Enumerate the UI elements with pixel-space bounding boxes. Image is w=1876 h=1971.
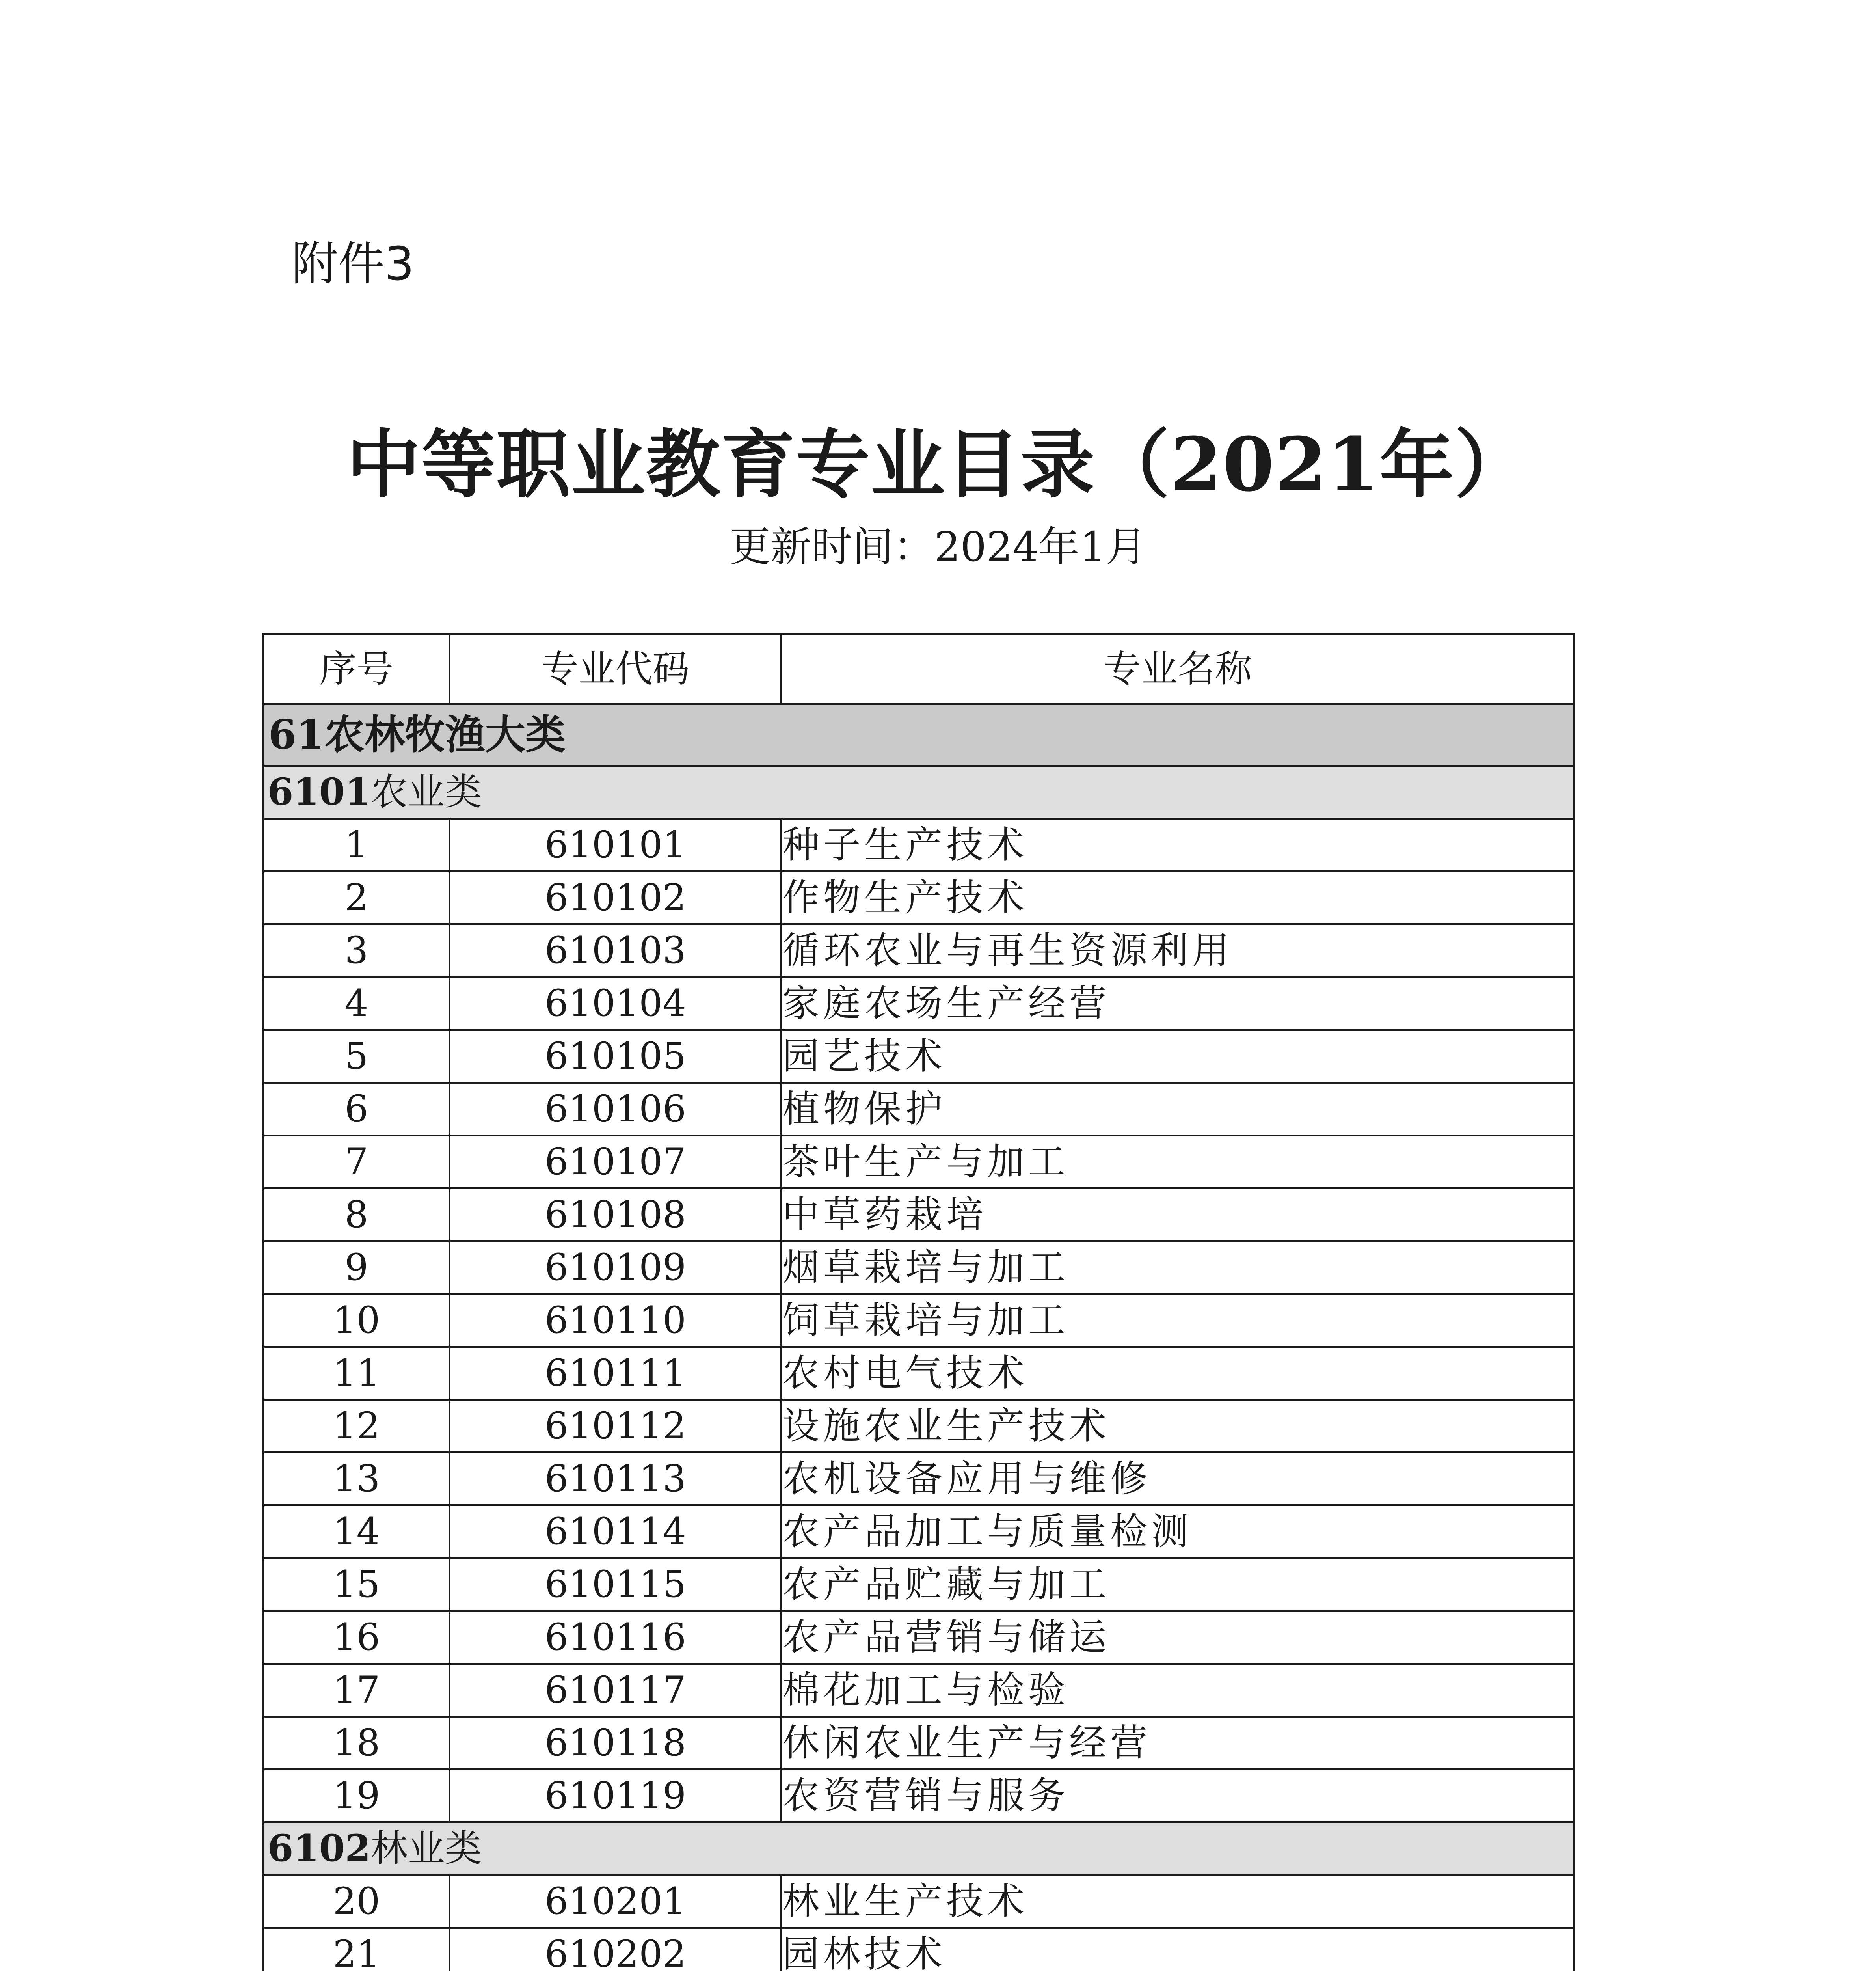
major-code-cell: 610101	[450, 819, 782, 872]
major-category-cell	[264, 704, 1574, 766]
major-code-cell: 610113	[450, 1453, 782, 1505]
major-code-cell: 610108	[450, 1189, 782, 1241]
major-name-cell: 园艺技术	[782, 1030, 1574, 1083]
table-row	[264, 1083, 1574, 1136]
serial-number-cell: 15	[264, 1558, 450, 1611]
table-row	[264, 872, 1574, 924]
serial-number-cell: 9	[264, 1241, 450, 1294]
subcategory-name: 林业类	[370, 1827, 482, 1870]
serial-number-cell: 17	[264, 1664, 450, 1717]
major-code-cell: 610103	[450, 924, 782, 977]
serial-number-cell: 11	[264, 1347, 450, 1400]
major-code-cell: 610112	[450, 1400, 782, 1453]
major-category-code: 61	[268, 711, 324, 758]
table-row	[264, 977, 1574, 1030]
table-row	[264, 1030, 1574, 1083]
table-row	[264, 1400, 1574, 1453]
major-name-cell: 植物保护	[782, 1083, 1574, 1136]
serial-number-cell: 20	[264, 1875, 450, 1928]
header-major-code: 专业代码	[450, 634, 782, 704]
serial-number-cell: 14	[264, 1505, 450, 1558]
serial-number-cell: 2	[264, 872, 450, 924]
major-category-row	[264, 704, 1574, 766]
table-row	[264, 1558, 1574, 1611]
serial-number-cell: 7	[264, 1136, 450, 1189]
major-code-cell: 610118	[450, 1717, 782, 1770]
major-name-cell: 家庭农场生产经营	[782, 977, 1574, 1030]
major-code-cell: 610106	[450, 1083, 782, 1136]
serial-number-cell: 6	[264, 1083, 450, 1136]
serial-number-cell: 5	[264, 1030, 450, 1083]
major-name-cell: 休闲农业生产与经营	[782, 1717, 1574, 1770]
table-row	[264, 819, 1574, 872]
table-row	[264, 1347, 1574, 1400]
serial-number-cell: 13	[264, 1453, 450, 1505]
table-row	[264, 1453, 1574, 1505]
major-code-cell: 610202	[450, 1928, 782, 1971]
major-code-cell: 610109	[450, 1241, 782, 1294]
major-code-cell: 610105	[450, 1030, 782, 1083]
major-code-cell: 610111	[450, 1347, 782, 1400]
major-code-cell: 610110	[450, 1294, 782, 1347]
serial-number-cell: 4	[264, 977, 450, 1030]
table-header	[264, 634, 1574, 704]
table-row	[264, 1189, 1574, 1241]
major-name-cell: 循环农业与再生资源利用	[782, 924, 1574, 977]
major-name-cell: 农村电气技术	[782, 1347, 1574, 1400]
major-category-name: 农林牧渔大类	[324, 712, 566, 758]
major-name-cell: 中草药栽培	[782, 1189, 1574, 1241]
major-code-cell: 610114	[450, 1505, 782, 1558]
major-name-cell: 园林技术	[782, 1928, 1574, 1971]
serial-number-cell: 1	[264, 819, 450, 872]
table-row	[264, 1505, 1574, 1558]
serial-number-cell: 21	[264, 1928, 450, 1971]
major-code-cell: 610104	[450, 977, 782, 1030]
subcategory-row	[264, 1822, 1574, 1875]
major-code-cell: 610119	[450, 1770, 782, 1822]
serial-number-cell: 12	[264, 1400, 450, 1453]
header-major-name: 专业名称	[782, 634, 1574, 704]
subcategory-code: 6101	[268, 770, 371, 814]
update-date: 更新时间：2024年1月	[729, 523, 1147, 571]
major-code-cell: 610201	[450, 1875, 782, 1928]
major-name-cell: 农产品营销与储运	[782, 1611, 1574, 1664]
serial-number-cell: 16	[264, 1611, 450, 1664]
table-body	[264, 704, 1574, 1971]
serial-number-cell: 8	[264, 1189, 450, 1241]
table-row	[264, 1611, 1574, 1664]
serial-number-cell: 18	[264, 1717, 450, 1770]
major-code-cell: 610102	[450, 872, 782, 924]
major-name-cell: 农资营销与服务	[782, 1770, 1574, 1822]
major-code-cell: 610115	[450, 1558, 782, 1611]
table-row	[264, 1664, 1574, 1717]
table-row	[264, 1294, 1574, 1347]
major-name-cell: 棉花加工与检验	[782, 1664, 1574, 1717]
table-row	[264, 1717, 1574, 1770]
major-name-cell: 饲草栽培与加工	[782, 1294, 1574, 1347]
subcategory-cell	[264, 766, 1574, 819]
subcategory-code: 6102	[268, 1827, 371, 1870]
major-catalog-table	[262, 633, 1575, 1971]
table-row	[264, 1928, 1574, 1971]
major-name-cell: 农产品贮藏与加工	[782, 1558, 1574, 1611]
table-row	[264, 1875, 1574, 1928]
major-name-cell: 农产品加工与质量检测	[782, 1505, 1574, 1558]
major-name-cell: 茶叶生产与加工	[782, 1136, 1574, 1189]
table-row	[264, 924, 1574, 977]
major-name-cell: 作物生产技术	[782, 872, 1574, 924]
table-row	[264, 1241, 1574, 1294]
major-name-cell: 林业生产技术	[782, 1875, 1574, 1928]
header-serial-number: 序号	[264, 634, 450, 704]
major-code-cell: 610107	[450, 1136, 782, 1189]
major-name-cell: 种子生产技术	[782, 819, 1574, 872]
table-row	[264, 1136, 1574, 1189]
serial-number-cell: 3	[264, 924, 450, 977]
serial-number-cell: 19	[264, 1770, 450, 1822]
major-code-cell: 610116	[450, 1611, 782, 1664]
subcategory-cell	[264, 1822, 1574, 1875]
header-row	[264, 634, 1574, 704]
major-name-cell: 农机设备应用与维修	[782, 1453, 1574, 1505]
subcategory-row	[264, 766, 1574, 819]
subcategory-name: 农业类	[370, 771, 482, 814]
major-name-cell: 设施农业生产技术	[782, 1400, 1574, 1453]
major-code-cell: 610117	[450, 1664, 782, 1717]
table-row	[264, 1770, 1574, 1822]
serial-number-cell: 10	[264, 1294, 450, 1347]
attachment-label: 附件3	[292, 237, 415, 291]
page-title: 中等职业教育专业目录（2021年）	[346, 421, 1530, 508]
major-name-cell: 烟草栽培与加工	[782, 1241, 1574, 1294]
